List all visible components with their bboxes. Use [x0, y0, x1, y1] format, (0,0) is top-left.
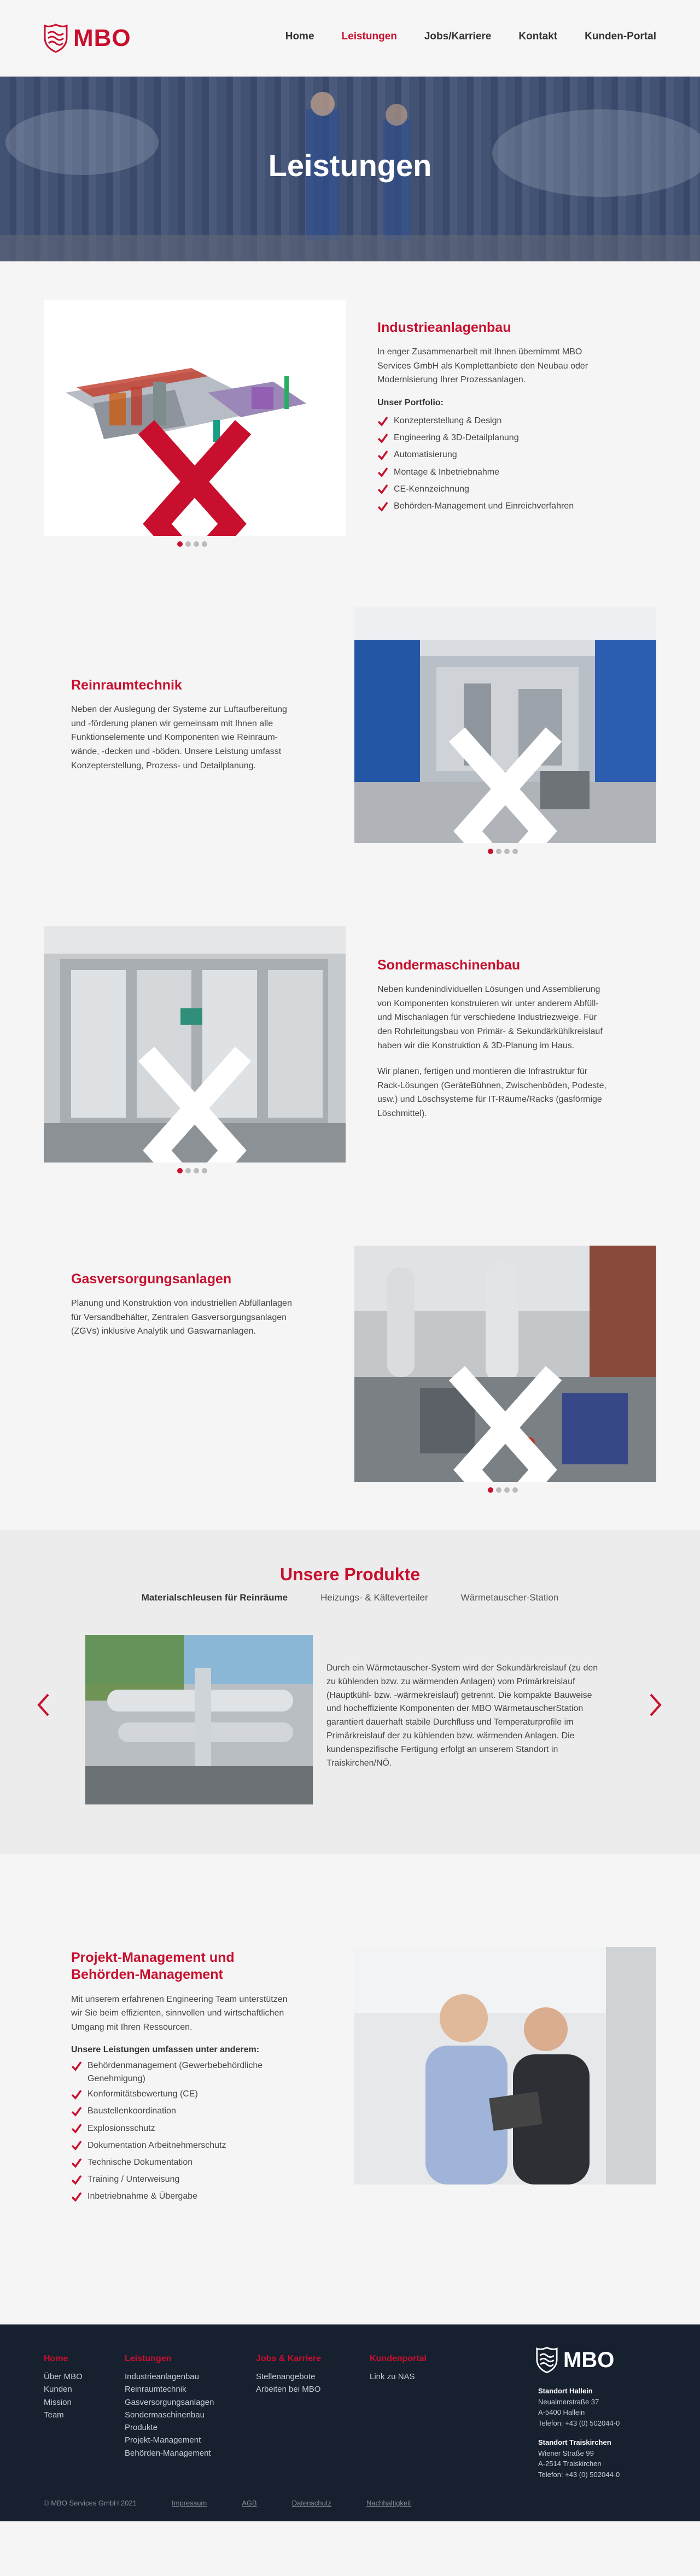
nav-home[interactable]: Home — [285, 31, 314, 42]
list-item-label: Engineering & 3D-Detailplanung — [394, 433, 519, 443]
heat-exchanger-image — [85, 1635, 313, 1804]
address-phone[interactable]: Telefon: +43 (0) 502044-0 — [538, 2419, 620, 2427]
sonder-text — [377, 957, 607, 1121]
list-item — [71, 2137, 301, 2154]
section-projekt-management — [0, 1854, 700, 2324]
checkmark-icon — [377, 483, 388, 494]
projekt-image — [354, 1947, 656, 2184]
address-line: Wiener Straße 99 — [538, 2449, 594, 2457]
footer-link[interactable]: Sondermaschinenbau — [125, 2410, 205, 2420]
logo-text: MBO — [73, 25, 131, 51]
section-description: Planung und Konstruktion von industriellen Abfüllanlagen für Versandbehälter, Zentralen Gasversorgungsanlagen (ZGVs) inklusive Analytik und Gaswarnanlagen. — [71, 1299, 292, 1336]
list-item — [377, 498, 607, 515]
address-line: Neualmerstraße 37 — [538, 2397, 599, 2406]
chevron-right-icon[interactable] — [649, 1692, 663, 1718]
chevron-right-icon[interactable] — [44, 1032, 340, 1163]
list-item — [377, 429, 607, 446]
projekt-text — [71, 1949, 301, 2205]
mbo-shield-icon — [536, 2346, 558, 2374]
nav-leistungen[interactable]: Leistungen — [341, 31, 397, 42]
logo[interactable] — [44, 24, 131, 53]
product-description: Durch ein Wärmetauscher-System wird der Sekundärkreislauf (zu den zu kühlenden bzw. zu wärmenden Anlagen) vom Primärkreislauf (Hauptkühl- bzw. -wärmekreislauf) getrennt. Die kompakte Bauweise und hocheffiziente Komponenten der MBO WärmetauscherStation garantiert dauerhaft stabile Durchfluss und Temperaturprofile im Primärkreislauf der zu kühlenden bzw. wärmenden Anlagen. Die kundenspezifische Fertigung erfolgt an unserem Standort in Traiskirchen/NÖ. — [326, 1663, 598, 1768]
checkmark-icon — [377, 501, 388, 512]
portfolio-list — [377, 412, 607, 515]
site-footer — [0, 2324, 700, 2521]
reinraum-image-slider[interactable] — [354, 607, 656, 843]
footer-link[interactable]: Reinraumtechnik — [125, 2385, 186, 2394]
list-item-label: Explosionsschutz — [88, 2123, 155, 2133]
slider-dot[interactable] — [194, 1168, 199, 1173]
chevron-right-icon[interactable] — [354, 713, 651, 843]
checkmark-icon — [71, 2191, 82, 2202]
footer-link[interactable]: Arbeiten bei MBO — [256, 2385, 321, 2394]
section-description: Neben der Auslegung der Systeme zur Luftaufbereitung und -förderung planen wir gemeinsam mit Ihnen alle Funktionselemente und Komponenten wie Reinraum-wände, -decken und -böden. Unsere Leistung umfasst Konzepterstellung, Prozess- und Detailplanung. — [71, 705, 287, 770]
section-title: Industrieanlagenbau — [377, 320, 511, 335]
slider-dot[interactable] — [202, 541, 207, 547]
footer-col-home — [44, 2354, 83, 2421]
section-sondermaschinenbau — [0, 896, 700, 1213]
slider-dot[interactable] — [512, 849, 518, 854]
slider-dots — [177, 541, 207, 547]
checkmark-icon — [71, 2157, 82, 2168]
footer-bottom-bar — [44, 2499, 656, 2507]
list-item — [71, 2154, 301, 2171]
list-item — [71, 2171, 301, 2188]
mbo-shield-icon — [44, 24, 68, 53]
footer-link[interactable]: Kunden — [44, 2385, 72, 2394]
chevron-left-icon[interactable] — [36, 1692, 50, 1718]
checkmark-icon — [377, 466, 388, 477]
footer-link[interactable]: Behörden-Management — [125, 2448, 211, 2458]
address-hallein — [538, 2386, 620, 2428]
tab-waermetauscher[interactable]: Wärmetauscher-Station — [460, 1592, 559, 1603]
section-description: Mit unserem erfahrenen Engineering Team unterstützen wir Sie beim effizienten, sinnvollen und wirtschaftlichen Umgang mit Ihren Ressourcen. — [71, 1994, 288, 2032]
footer-link[interactable]: Projekt-Management — [125, 2435, 201, 2445]
slider-dot[interactable] — [488, 849, 493, 854]
slider-dot[interactable] — [496, 1487, 501, 1493]
section-industrieanlagenbau — [0, 261, 700, 579]
slider-dot[interactable] — [488, 1487, 493, 1493]
checkmark-icon — [71, 2174, 82, 2185]
address-phone[interactable]: Telefon: +43 (0) 502044-0 — [538, 2470, 620, 2479]
checkmark-icon — [377, 416, 388, 427]
list-item — [71, 2086, 301, 2102]
products-section — [0, 1530, 700, 1854]
nachhaltigkeit-link[interactable]: Nachhaltigkeit — [366, 2499, 411, 2507]
services-label: Unsere Leistungen umfassen unter anderem: — [71, 2045, 260, 2055]
industrie-text — [377, 319, 607, 515]
nav-jobs[interactable]: Jobs/Karriere — [424, 31, 492, 42]
engineers-photo — [354, 1947, 656, 2184]
list-item-label: Inbetriebnahme & Übergabe — [88, 2192, 198, 2201]
agb-link[interactable]: AGB — [242, 2499, 257, 2507]
nav-kunden-portal[interactable]: Kunden-Portal — [585, 31, 656, 42]
checkmark-icon — [377, 433, 388, 443]
footer-link[interactable]: Industrieanlagenbau — [125, 2372, 199, 2381]
list-item-label: Dokumentation Arbeitnehmerschutz — [88, 2140, 226, 2150]
hero-banner — [0, 77, 700, 261]
footer-link[interactable]: Team — [44, 2410, 64, 2420]
main-nav — [285, 31, 656, 43]
footer-logo-text: MBO — [563, 2347, 615, 2372]
footer-heading[interactable]: Jobs & Karriere — [256, 2354, 322, 2363]
list-item — [377, 412, 607, 429]
section-description: In enger Zusammenarbeit mit Ihnen übernimmt MBO Services GmbH als Komplettanbiete den Neubau oder Modernisierung Ihrer Prozessanlagen. — [377, 347, 588, 385]
slider-dots — [488, 849, 518, 854]
list-item-label: Montage & Inbetriebnahme — [394, 467, 500, 477]
site-header — [0, 0, 700, 77]
footer-col-jobs — [256, 2354, 321, 2396]
section-title: Reinraumtechnik — [71, 677, 182, 693]
slider-dot[interactable] — [194, 541, 199, 547]
list-item-label: Training / Unterweisung — [88, 2175, 180, 2184]
checkmark-icon — [377, 449, 388, 460]
footer-link[interactable]: Produkte — [125, 2423, 158, 2432]
footer-col-kundenportal — [370, 2354, 427, 2383]
slider-dot[interactable] — [512, 1487, 518, 1493]
footer-link[interactable]: Gasversorgungsanlagen — [125, 2397, 214, 2407]
list-item-label: Behördenmanagement (Gewerbebehördliche Genehmigung) — [88, 2061, 263, 2084]
chevron-right-icon[interactable] — [354, 1352, 651, 1482]
footer-link[interactable]: Link zu NAS — [370, 2372, 415, 2381]
slider-dots — [177, 1168, 207, 1173]
checkmark-icon — [71, 2060, 82, 2071]
list-item-label: Automatisierung — [394, 450, 457, 460]
tab-heizungs-verteiler[interactable]: Heizungs- & Kälteverteiler — [320, 1592, 428, 1603]
list-item-label: Technische Dokumentation — [88, 2158, 193, 2168]
section-title: Projekt-Management und Behörden-Management — [71, 1950, 235, 1983]
slider-dot[interactable] — [496, 849, 501, 854]
gas-image-slider[interactable] — [354, 1246, 656, 1482]
footer-heading[interactable]: Kundenportal — [370, 2354, 427, 2363]
nav-kontakt[interactable]: Kontakt — [518, 31, 558, 42]
address-title: Standort Traiskirchen — [538, 2438, 611, 2446]
slider-dot[interactable] — [177, 1168, 183, 1173]
address-line: A-5400 Hallein — [538, 2408, 585, 2416]
section-title: Sondermaschinenbau — [377, 957, 521, 973]
footer-link[interactable]: Stellenangebote — [256, 2372, 316, 2381]
products-title: Unsere Produkte — [279, 1564, 421, 1584]
address-line: A-2514 Traiskirchen — [538, 2460, 602, 2468]
list-item — [71, 2059, 301, 2086]
tab-materialschleusen[interactable]: Materialschleusen für Reinräume — [141, 1592, 288, 1603]
list-item — [71, 2120, 301, 2137]
slider-dot[interactable] — [177, 541, 183, 547]
list-item — [377, 446, 607, 463]
list-item-label: CE-Kennzeichnung — [394, 484, 469, 494]
slider-dot[interactable] — [504, 849, 510, 854]
footer-link[interactable]: Über MBO — [44, 2372, 83, 2381]
portfolio-label: Unser Portfolio: — [377, 398, 444, 408]
copyright: © MBO Services GmbH 2021 — [44, 2499, 137, 2507]
list-item — [377, 481, 607, 498]
footer-heading[interactable]: Leistungen — [125, 2354, 172, 2363]
list-item-label: Baustellenkoordination — [88, 2106, 176, 2116]
address-title: Standort Hallein — [538, 2387, 593, 2395]
checkmark-icon — [71, 2106, 82, 2117]
datenschutz-link[interactable]: Datenschutz — [291, 2499, 331, 2507]
section-description: Neben kundenindividuellen Lösungen und Assemblierung von Komponenten konstruieren wir unter anderem Abfüll- und Mischanlagen für verschiedene Industriezweige. Für den Rohrleitungsbau von Primär- & Sekundärkühlkreislauf haben wir die Konstruktion & 3D-Planung im Haus. — [377, 985, 603, 1050]
gas-text — [71, 1271, 301, 1339]
slider-dots — [488, 1487, 518, 1493]
slider-dot[interactable] — [185, 541, 191, 547]
slider-dot[interactable] — [202, 1168, 207, 1173]
checkmark-icon — [71, 2123, 82, 2134]
services-list — [71, 2059, 301, 2205]
products-tabs — [0, 1592, 700, 1603]
list-item — [377, 464, 607, 481]
list-item — [71, 2188, 301, 2205]
product-image — [85, 1635, 313, 1804]
footer-heading[interactable]: Home — [44, 2354, 68, 2363]
list-item — [71, 2102, 301, 2119]
checkmark-icon — [71, 2089, 82, 2100]
checkmark-icon — [71, 2140, 82, 2151]
industrie-image-slider[interactable] — [44, 300, 346, 536]
hero-title: Leistungen — [268, 148, 432, 183]
slider-dot[interactable] — [185, 1168, 191, 1173]
address-traiskirchen — [538, 2437, 620, 2480]
chevron-right-icon[interactable] — [44, 406, 340, 536]
section-description-2: Wir planen, fertigen und montieren die Infrastruktur für Rack-Lösungen (GeräteBühnen, Zwischenböden, Podeste, usw.) und Löschsysteme für IT-Räume/Racks (gasförmige Löschmittel). — [377, 1067, 606, 1118]
footer-col-leistungen — [125, 2354, 214, 2460]
list-item-label: Konformitätsbewertung (CE) — [88, 2089, 198, 2099]
section-gasversorgungsanlagen — [0, 1213, 700, 1530]
list-item-label: Konzepterstellung & Design — [394, 416, 502, 426]
reinraum-text — [71, 677, 301, 773]
list-item-label: Behörden-Management und Einreichverfahren — [394, 501, 574, 511]
footer-logo[interactable] — [536, 2346, 614, 2374]
section-title: Gasversorgungsanlagen — [71, 1271, 232, 1287]
impressum-link[interactable]: Impressum — [171, 2499, 207, 2507]
section-reinraumtechnik — [0, 579, 700, 896]
footer-link[interactable]: Mission — [44, 2397, 72, 2407]
slider-dot[interactable] — [504, 1487, 510, 1493]
sonder-image-slider[interactable] — [44, 926, 346, 1163]
